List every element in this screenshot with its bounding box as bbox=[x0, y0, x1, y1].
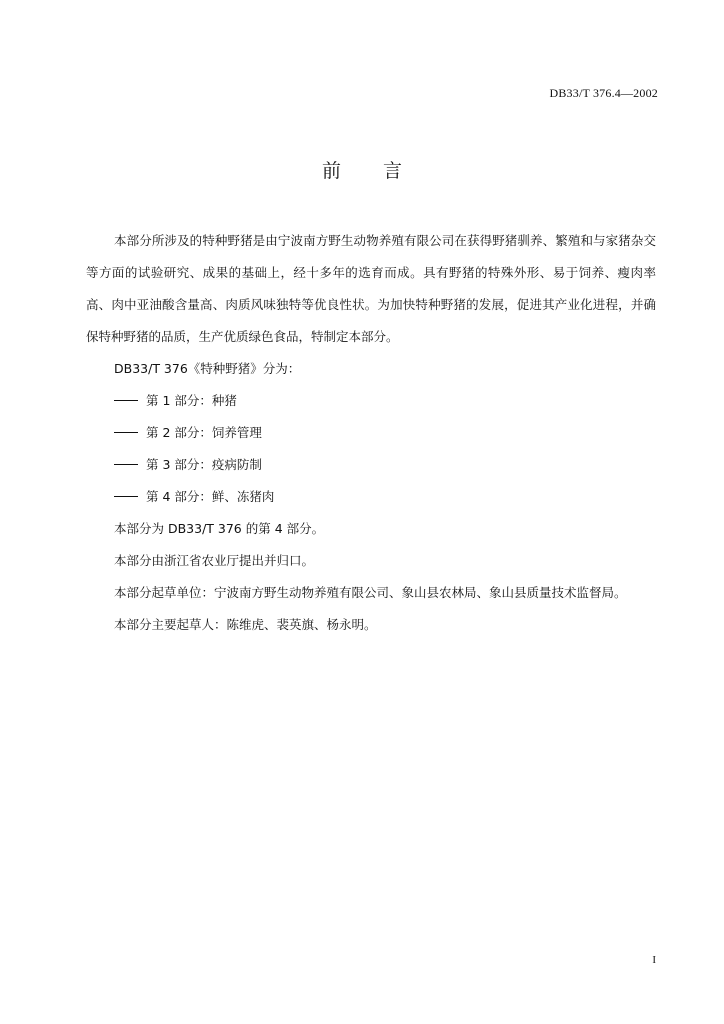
part-item-4 bbox=[86, 481, 656, 513]
title-char-1: 前 bbox=[321, 160, 341, 182]
drafters-statement: 本部分主要起草人：陈维虎、裴英旗、杨永明。 bbox=[114, 617, 377, 632]
standard-split-line: DB33/T 376《特种野猪》分为： bbox=[114, 361, 301, 376]
part-item-3 bbox=[86, 449, 656, 481]
proposed-by-statement: 本部分由浙江省农业厅提出并归口。 bbox=[114, 553, 315, 568]
part-label: 第 4 部分：鲜、冻猪肉 bbox=[146, 489, 275, 504]
part-label: 第 1 部分：种猪 bbox=[146, 393, 237, 408]
dash-mark bbox=[114, 432, 138, 433]
page-number: I bbox=[652, 954, 656, 966]
foreword-content bbox=[86, 225, 656, 641]
dash-mark bbox=[114, 496, 138, 497]
dash-mark bbox=[114, 400, 138, 401]
intro-paragraph: 本部分所涉及的特种野猪是由宁波南方野生动物养殖有限公司在获得野猪驯养、繁殖和与家猪杂交等方面的试验研究、成果的基础上，经十多年的选育而成。具有野猪的特殊外形、易于饲养、瘦肉率高、肉中亚油酸含量高、肉质风味独特等优良性状。为加快特种野猪的发展，促进其产业化进程，并确保特种野猪的品质，生产优质绿色食品，特制定本部分。 bbox=[86, 233, 656, 344]
standard-code: DB33/T 376.4—2002 bbox=[549, 86, 658, 100]
part-label: 第 3 部分：疫病防制 bbox=[146, 457, 262, 472]
part-item-2 bbox=[86, 417, 656, 449]
part-item-1 bbox=[86, 385, 656, 417]
dash-mark bbox=[114, 464, 138, 465]
title-char-2: 言 bbox=[383, 160, 403, 182]
drafting-units-statement: 本部分起草单位：宁波南方野生动物养殖有限公司、象山县农林局、象山县质量技术监督局。 bbox=[114, 585, 627, 600]
part-label: 第 2 部分：饲养管理 bbox=[146, 425, 262, 440]
this-part-statement: 本部分为 DB33/T 376 的第 4 部分。 bbox=[114, 521, 325, 536]
page-title bbox=[0, 156, 724, 183]
